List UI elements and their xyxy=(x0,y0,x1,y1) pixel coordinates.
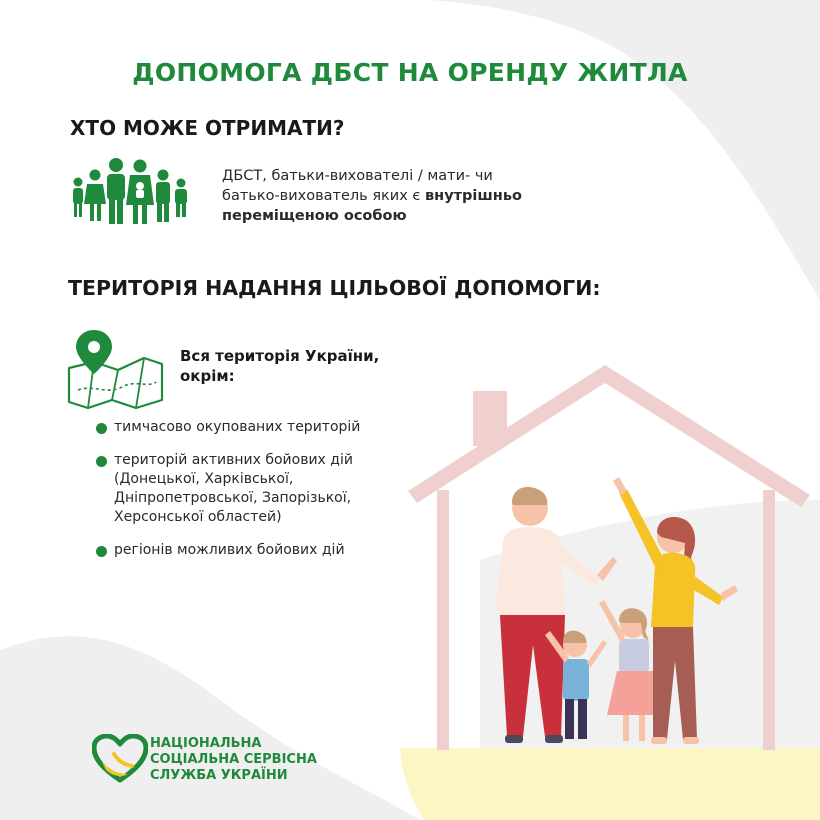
who-line-2-bold: внутрішньо xyxy=(425,188,522,204)
org-line-3: СЛУЖБА УКРАЇНИ xyxy=(150,768,288,783)
page-title: ДОПОМОГА ДБСТ НА ОРЕНДУ ЖИТЛА xyxy=(132,58,688,87)
dad-figure xyxy=(495,487,617,743)
who-description xyxy=(222,166,582,226)
organization-name xyxy=(150,736,317,784)
org-line-2: СОЦІАЛЬНА СЕРВІСНА xyxy=(150,752,317,767)
heart-logo-icon xyxy=(92,734,148,784)
territory-lead xyxy=(180,346,420,386)
exceptions-list xyxy=(96,418,426,574)
bullet-dot-icon xyxy=(96,546,107,557)
who-line-2: батько-вихователь яких є xyxy=(222,188,425,204)
who-heading: ХТО МОЖЕ ОТРИМАТИ? xyxy=(70,116,345,140)
family-in-house-illustration xyxy=(405,365,815,755)
list-item: тимчасово окупованих територій xyxy=(96,418,426,437)
who-line-3-bold: переміщеною особою xyxy=(222,208,407,224)
territory-lead-line-2: окрім: xyxy=(180,367,235,385)
org-line-1: НАЦІОНАЛЬНА xyxy=(150,736,262,751)
territory-lead-line-1: Вся територія України, xyxy=(180,347,380,365)
family-icon xyxy=(68,156,193,226)
territory-heading: ТЕРИТОРІЯ НАДАННЯ ЦІЛЬОВОЇ ДОПОМОГИ: xyxy=(68,276,601,300)
who-line-1: ДБСТ, батьки-вихователі / мати- чи xyxy=(222,168,493,184)
bullet-dot-icon xyxy=(96,456,107,467)
list-item: регіонів можливих бойових дій xyxy=(96,541,426,560)
list-item: територій активних бойових дій (Донецької, Харківської, Дніпропетровської, Запорізької, Херсонської областей) xyxy=(96,451,426,527)
bullet-dot-icon xyxy=(96,423,107,434)
map-pin-icon xyxy=(66,328,166,410)
